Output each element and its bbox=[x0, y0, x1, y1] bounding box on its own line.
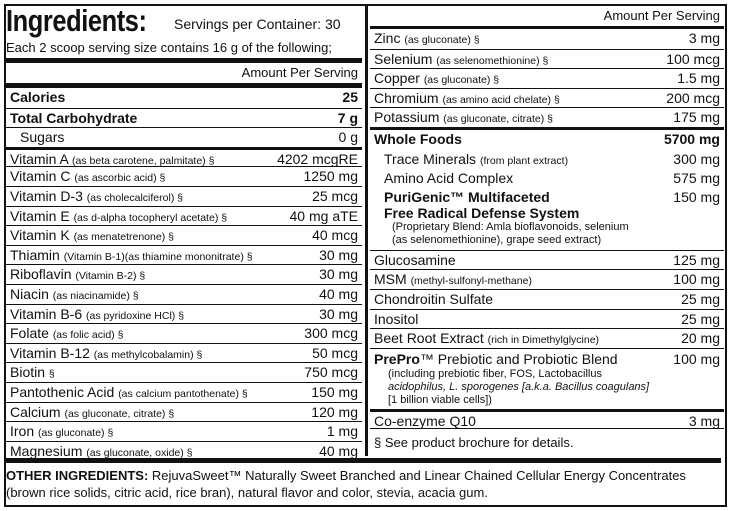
nutrient-amount: 0 g bbox=[338, 129, 358, 146]
nutrient-source: (as gluconate) § bbox=[404, 34, 480, 46]
serving-size: Each 2 scoop serving size contains 16 g of the following; bbox=[6, 40, 332, 55]
nutrient-name: Chromium bbox=[374, 89, 439, 106]
whole-foods-section bbox=[370, 127, 724, 455]
nutrient-amount: 30 mg bbox=[319, 305, 358, 322]
nutrient-amount: 20 mg bbox=[681, 330, 720, 347]
nutrient-row bbox=[370, 328, 724, 348]
servings-per-container: Servings per Container: 30 bbox=[174, 16, 341, 32]
nutrient-amount: 100 mcg bbox=[666, 50, 720, 67]
nutrient-row bbox=[370, 309, 724, 329]
nutrient-row bbox=[370, 49, 724, 69]
nutrient-row bbox=[6, 402, 362, 422]
nutrient-amount: 30 mg bbox=[319, 246, 358, 263]
nutrient-row bbox=[6, 264, 362, 284]
left-nutrient-list bbox=[6, 83, 362, 460]
nutrient-source: (as ascorbic acid) § bbox=[74, 172, 166, 185]
nutrient-source: (as pyridoxine HCl) § bbox=[86, 309, 185, 322]
nutrient-source: (as niacinamide) § bbox=[52, 289, 139, 302]
whole-foods-row: Whole Foods 5700 mg bbox=[374, 130, 720, 147]
other-ingredients-text: RejuvaSweet™ Naturally Sweet Branched and Linear Chained Cellular Energy Concentrates (brown rice solids, citric acid, rice bran), natural flavor and color, stevia, acacia gum. bbox=[6, 468, 686, 500]
nutrient-amount: 750 mcg bbox=[304, 364, 358, 381]
panel-title: Ingredients: bbox=[6, 3, 147, 38]
nutrient-row bbox=[6, 88, 362, 108]
amount-per-serving-header-right: Amount Per Serving bbox=[603, 8, 720, 23]
nutrient-source: (methyl-sulfonyl-methane) bbox=[410, 275, 532, 288]
nutrient-amount: 1.5 mg bbox=[677, 70, 720, 87]
nutrient-amount: 120 mg bbox=[311, 403, 358, 420]
nutrient-row bbox=[6, 421, 362, 441]
nutrient-source: (as cholecalciferol) § bbox=[86, 191, 184, 204]
column-divider bbox=[365, 6, 368, 456]
nutrient-name: Zinc bbox=[374, 30, 401, 46]
nutrient-source: (as gluconate, citrate) § bbox=[64, 407, 175, 420]
nutrient-amount: 25 mg bbox=[681, 310, 720, 327]
nutrient-amount: 175 mg bbox=[673, 109, 720, 126]
nutrient-row bbox=[370, 269, 724, 289]
nutrient-row bbox=[6, 284, 362, 304]
nutrient-name: Calcium bbox=[10, 403, 61, 420]
nutrient-name: Vitamin B-6 bbox=[10, 305, 83, 322]
nutrient-amount: 25 bbox=[342, 89, 358, 105]
nutrient-row bbox=[370, 289, 724, 309]
nutrient-amount: 30 mg bbox=[319, 266, 358, 283]
nutrient-amount: 50 mcg bbox=[312, 344, 358, 361]
nutrient-name: Beet Root Extract bbox=[374, 330, 484, 347]
left-column bbox=[6, 3, 362, 460]
nutrient-row bbox=[6, 245, 362, 265]
nutrient-row bbox=[370, 68, 724, 88]
nutrient-name: Vitamin A bbox=[10, 150, 69, 167]
nutrient-row bbox=[370, 250, 724, 270]
nutrient-row bbox=[6, 323, 362, 343]
nutrient-name: Sugars bbox=[20, 129, 65, 146]
nutrient-row bbox=[6, 206, 362, 226]
nutrient-amount: 4202 mcgRE bbox=[277, 150, 358, 167]
nutrient-source: (as gluconate, citrate) § bbox=[443, 113, 553, 126]
nutrient-row bbox=[6, 147, 362, 167]
nutrient-source: (as gluconate, oxide) § bbox=[86, 446, 193, 459]
nutrient-name: Vitamin E bbox=[10, 207, 70, 224]
nutrient-name: Selenium bbox=[374, 50, 433, 67]
right-column bbox=[370, 6, 724, 455]
title-line bbox=[6, 3, 362, 38]
nutrient-source: (as menatetrenone) § bbox=[73, 231, 174, 244]
amount-per-serving-header: Amount Per Serving bbox=[6, 58, 362, 83]
nutrient-name: Inositol bbox=[374, 310, 419, 327]
nutrient-name: Calories bbox=[10, 89, 66, 105]
nutrient-source: (as calcium pantothenate) § bbox=[118, 387, 248, 400]
nutrient-name: Biotin bbox=[10, 364, 46, 381]
nutrient-amount: 150 mg bbox=[311, 383, 358, 400]
amino-acid-row: Amino Acid Complex 575 mg bbox=[384, 170, 720, 187]
nutrient-row bbox=[6, 166, 362, 186]
nutrient-name: Vitamin K bbox=[10, 227, 70, 244]
nutrient-amount: 40 mcg bbox=[312, 227, 358, 244]
nutrient-source: (as methylcobalamin) § bbox=[93, 348, 203, 361]
nutrient-amount: 1 mg bbox=[326, 423, 358, 440]
nutrient-source: (as d-alpha tocopheryl acetate) § bbox=[73, 211, 228, 224]
nutrient-row bbox=[6, 382, 362, 402]
nutrient-amount: 200 mcg bbox=[666, 89, 720, 106]
nutrient-source: (as folic acid) § bbox=[52, 329, 124, 342]
whole-foods-list bbox=[370, 250, 724, 348]
nutrient-name: MSM bbox=[374, 271, 407, 288]
nutrient-row bbox=[6, 225, 362, 245]
nutrient-row bbox=[6, 362, 362, 382]
other-ingredients bbox=[6, 458, 721, 501]
nutrient-amount: 40 mg bbox=[319, 285, 358, 302]
nutrient-amount: 7 g bbox=[337, 109, 358, 126]
nutrient-name: Thiamin bbox=[10, 246, 60, 263]
nutrient-row bbox=[370, 29, 724, 49]
nutrient-amount: 25 mg bbox=[681, 290, 720, 307]
nutrient-name: Total Carbohydrate bbox=[10, 109, 138, 126]
nutrient-name: Folate bbox=[10, 325, 49, 342]
nutrient-source: (rich in Dimethylglycine) bbox=[487, 334, 600, 347]
nutrient-row bbox=[6, 127, 362, 147]
nutrient-amount: 3 mg bbox=[688, 30, 720, 46]
nutrient-name: Vitamin C bbox=[10, 168, 71, 185]
nutrient-name: Pantothenic Acid bbox=[10, 383, 115, 400]
nutrient-row bbox=[6, 304, 362, 324]
nutrient-source: (as selenomethionine) § bbox=[436, 54, 549, 67]
nutrient-name: Glucosamine bbox=[374, 251, 456, 268]
nutrient-name: Magnesium bbox=[10, 442, 83, 459]
nutrient-name: Vitamin D-3 bbox=[10, 187, 83, 204]
nutrient-name: Riboflavin bbox=[10, 266, 72, 283]
nutrient-name: Iron bbox=[10, 423, 35, 440]
nutrient-row bbox=[6, 108, 362, 128]
nutrient-name: Niacin bbox=[10, 285, 49, 302]
mineral-list bbox=[370, 26, 724, 127]
nutrient-row bbox=[6, 186, 362, 206]
nutrient-source: (as amino acid chelate) § bbox=[442, 93, 560, 106]
nutrient-row bbox=[6, 343, 362, 363]
nutrient-amount: 40 mg bbox=[319, 442, 358, 459]
nutrient-amount: 25 mcg bbox=[312, 187, 358, 204]
purigenic-row: PuriGenic™ Multifaceted Free Radical Defense System (Proprietary Blend: Amla bioflavonoids, selenium (as selenomethionine), grape seed extract) 150 mg bbox=[384, 188, 720, 246]
nutrient-row bbox=[370, 88, 724, 108]
other-ingredients-label: OTHER INGREDIENTS: bbox=[6, 468, 149, 483]
coenzyme-q10-row: Co-enzyme Q10 3 mg bbox=[370, 409, 724, 429]
nutrient-source: (Vitamin B-1)(as thiamine mononitrate) § bbox=[63, 250, 253, 263]
nutrient-source: (as beta carotene, palmitate) § bbox=[72, 154, 215, 167]
nutrient-name: Copper bbox=[374, 70, 420, 87]
nutrient-source: (as gluconate) § bbox=[423, 74, 500, 87]
nutrient-amount: 125 mg bbox=[673, 251, 720, 268]
nutrient-amount: 300 mcg bbox=[304, 325, 358, 342]
nutrient-amount: 1250 mg bbox=[303, 168, 358, 185]
nutrient-amount: 40 mg aTE bbox=[289, 207, 358, 224]
nutrient-amount: 100 mg bbox=[673, 271, 720, 288]
nutrient-source: (Vitamin B-2) § bbox=[75, 270, 146, 283]
nutrient-row bbox=[370, 107, 724, 127]
nutrient-source: § bbox=[48, 368, 55, 381]
nutrient-name: Potassium bbox=[374, 109, 440, 126]
nutrient-name: Vitamin B-12 bbox=[10, 344, 90, 361]
nutrient-name: Chondroitin Sulfate bbox=[374, 290, 494, 307]
footnote: § See product brochure for details. bbox=[370, 428, 724, 455]
trace-minerals-row: Trace Minerals (from plant extract) 300 mg bbox=[384, 150, 720, 167]
prepro-row: PrePro™ Prebiotic and Probiotic Blend (including prebiotic fiber, FOS, Lactobacillus acidophilus, L. sporogenes [a.k.a. Bacillus coagulans] [1 billion viable cells]) 100 mg bbox=[370, 348, 724, 409]
nutrient-source: (as gluconate) § bbox=[38, 427, 114, 440]
